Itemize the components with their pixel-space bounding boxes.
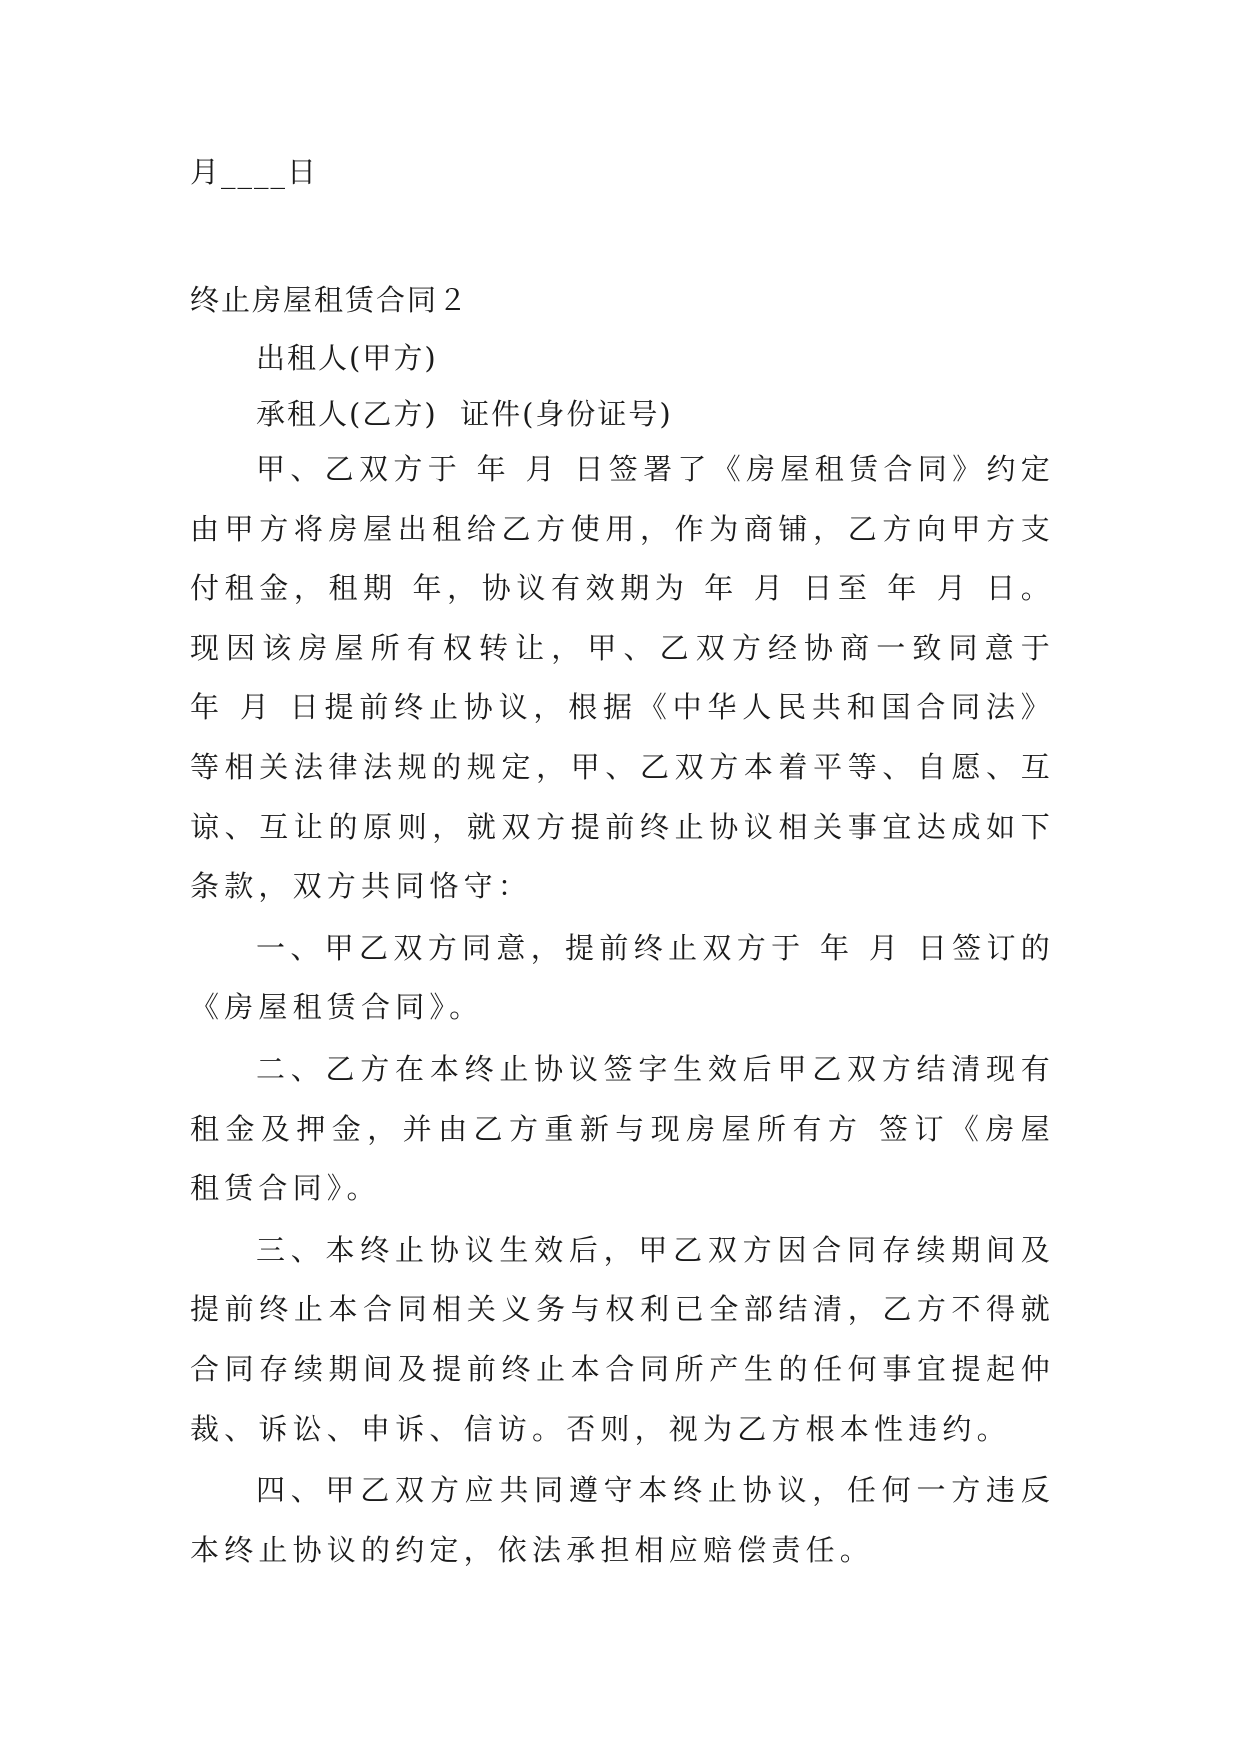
paragraph-clause-4: 四、甲乙双方应共同遵守本终止协议，任何一方违反本终止协议的约定，依法承担相应赔偿责任。 — [190, 1473, 1055, 1567]
lessor-line: 出租人(甲方) — [256, 341, 438, 375]
document-title: 终止房屋租赁合同２ — [190, 283, 470, 317]
lessee-line: 承租人(乙方) 证件(身份证号) — [256, 397, 673, 431]
paragraph-clause-3: 三、本终止协议生效后，甲乙双方因合同存续期间及提前终止本合同相关义务与权利已全部结清，乙方不得就合同存续期间及提前终止本合同所产生的任何事宜提起仲裁、诉讼、申诉、信访。否则，视为乙方根本性违约。 — [190, 1232, 1055, 1446]
document-body — [190, 152, 1055, 1580]
date-line: 月____日 — [190, 155, 319, 189]
paragraph-preamble: 甲、乙双方于 年 月 日签署了《房屋租赁合同》约定由甲方将房屋出租给乙方使用，作为商铺，乙方向甲方支付租金，租期 年，协议有效期为 年 月 日至 年 月 日。现因该房屋所有权转让，甲、乙双方经协商一致同意于 年 月 日提前终止协议，根据《中华人民共和国合同法》等相关法律法规的规定，甲、乙双方本着平等、自愿、互谅、互让的原则，就双方提前终止协议相关事宜达成如下条款，双方共同恪守： — [190, 452, 1055, 904]
paragraph-clause-1: 一、甲乙双方同意，提前终止双方于 年 月 日签订的《房屋租赁合同》。 — [190, 930, 1055, 1025]
paragraph-clause-2: 二、乙方在本终止协议签字生效后甲乙双方结清现有租金及押金，并由乙方重新与现房屋所有方 签订《房屋租赁合同》。 — [190, 1051, 1055, 1206]
